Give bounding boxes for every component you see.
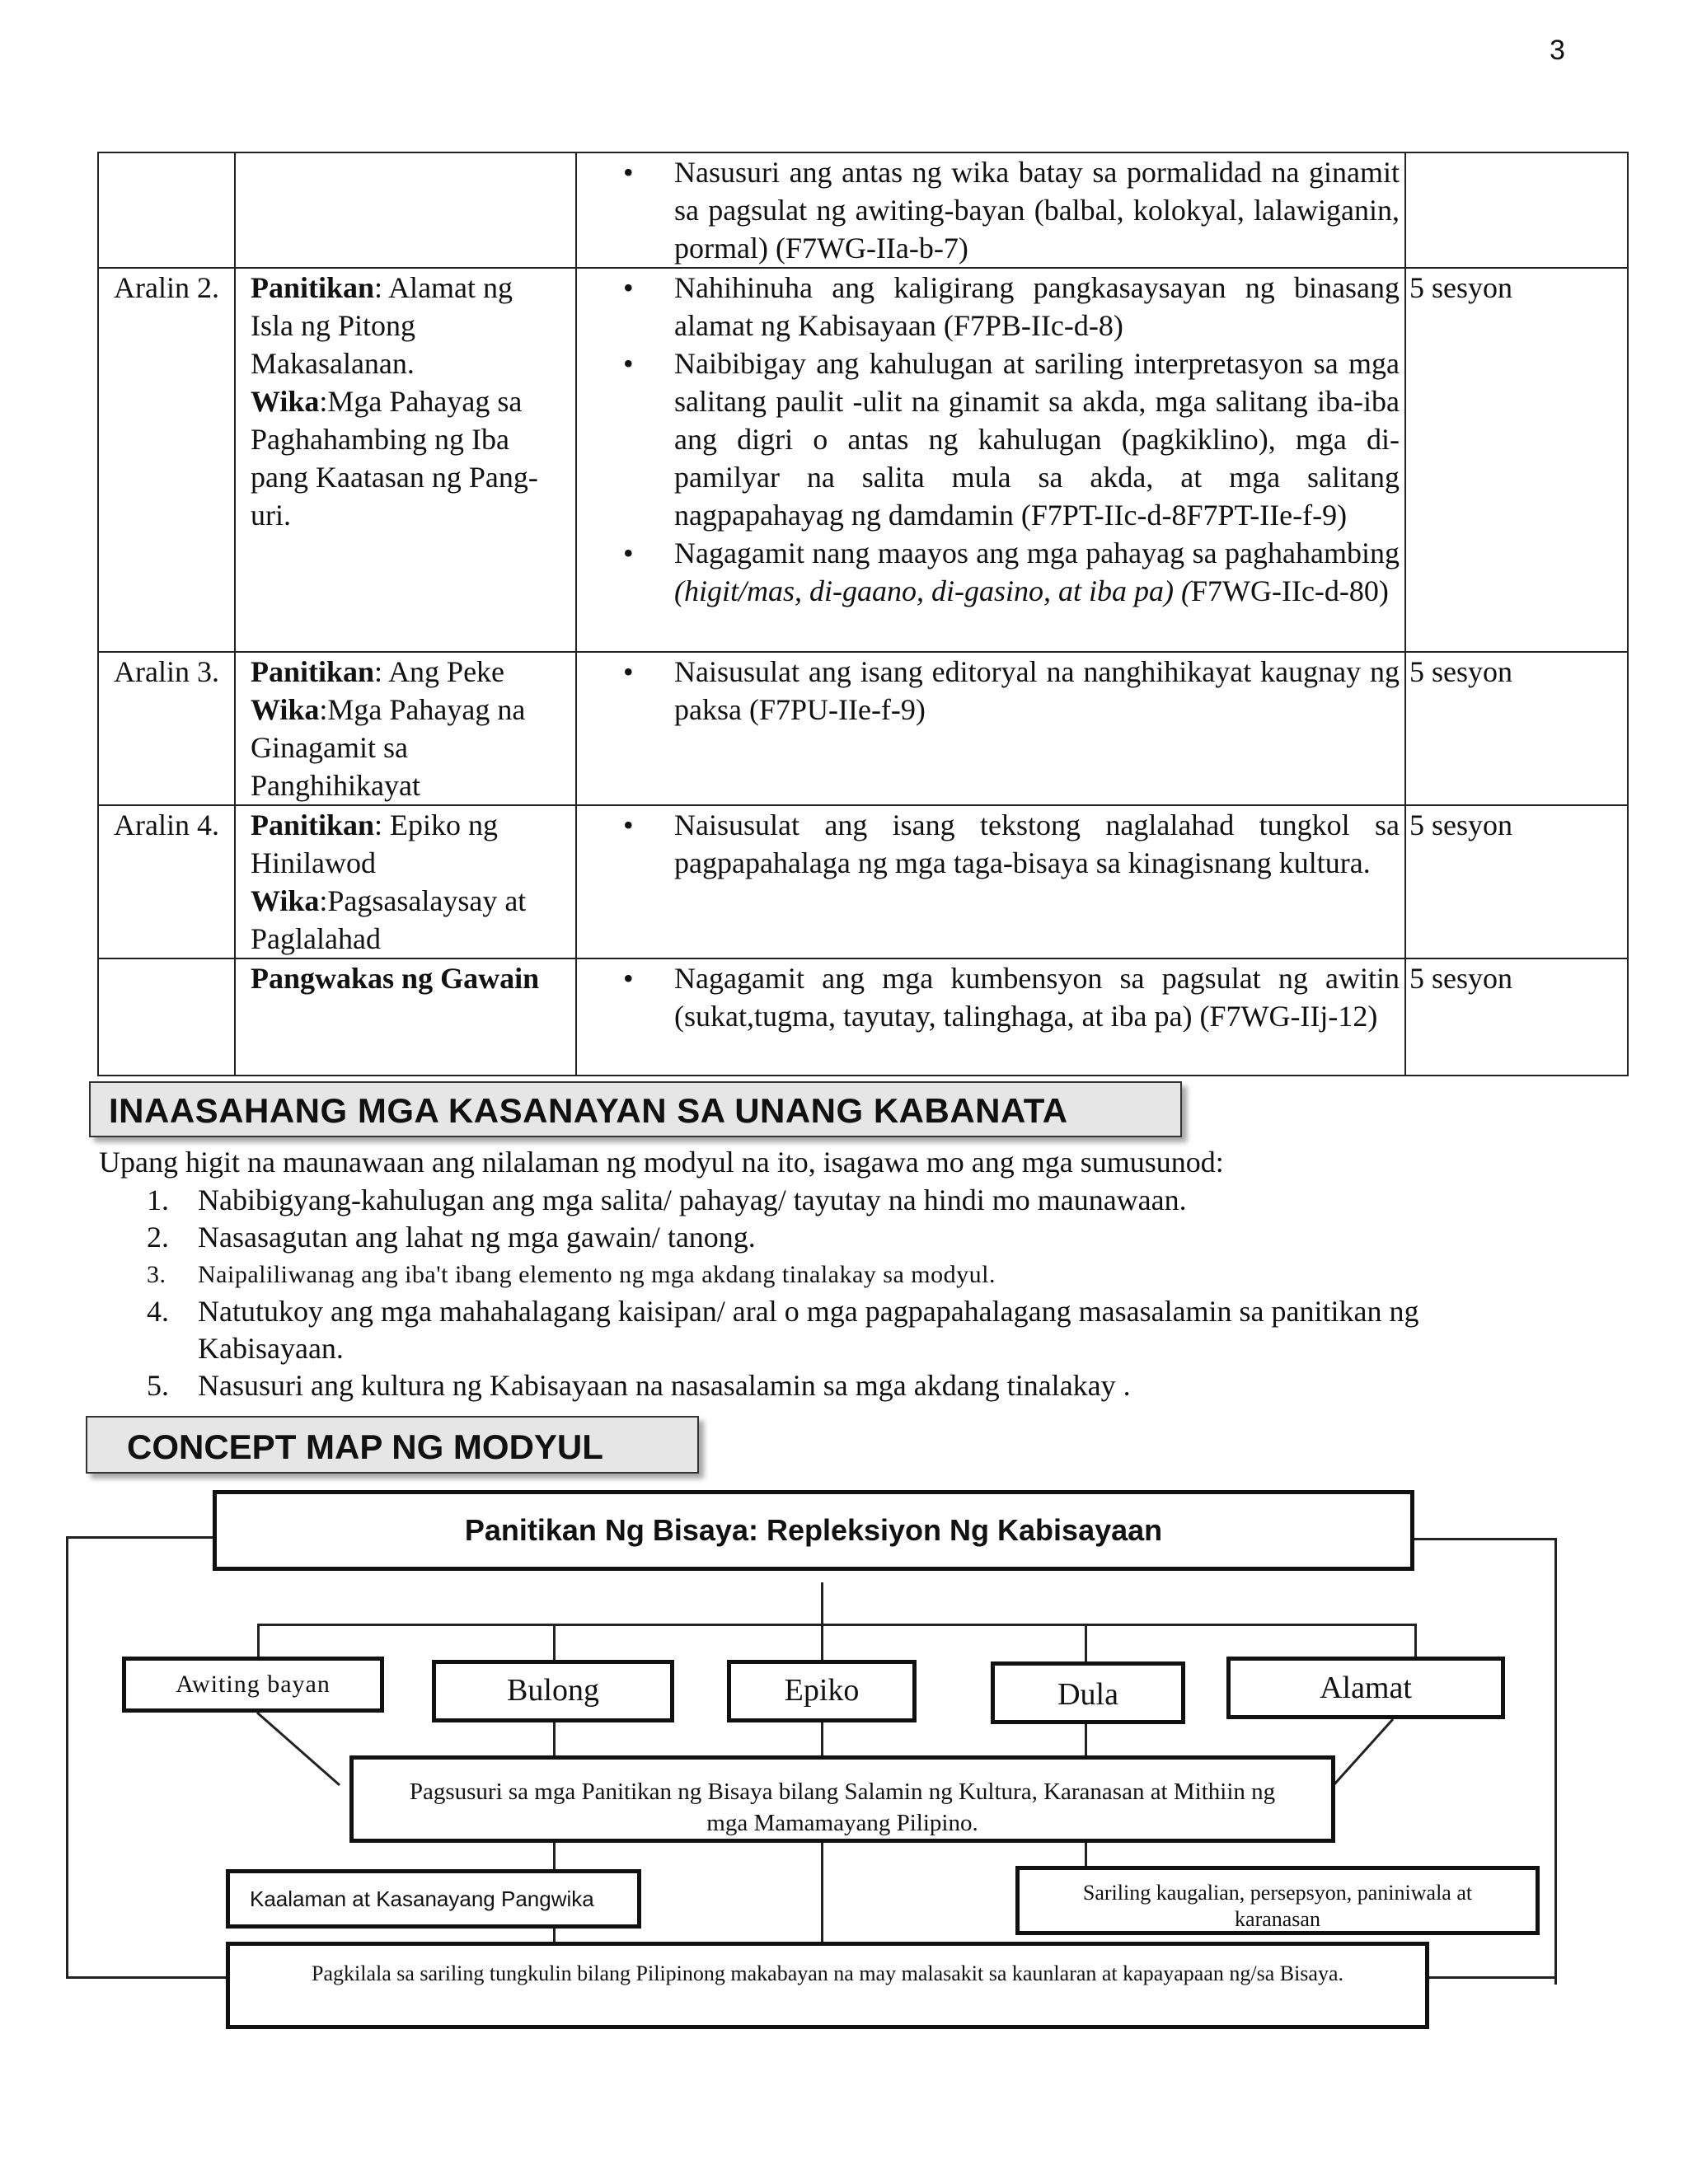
main-topic-box bbox=[213, 1490, 1414, 1571]
lesson-cell: Aralin 3. bbox=[98, 652, 235, 805]
competency-text: Nagagamit nang maayos ang mga pahayag sa paghahambing bbox=[674, 537, 1400, 569]
topic-text: : Alamat ng Isla ng Pitong Makasalanan. bbox=[251, 271, 513, 380]
competency-text: F7WG-IIc-d-80) bbox=[1190, 574, 1389, 607]
genre-box-alamat bbox=[1226, 1657, 1505, 1719]
genre-box-awiting-bayan bbox=[122, 1657, 384, 1713]
competency-italic: (higit/mas, di-gaano, di-gasino, at iba pa) ( bbox=[674, 574, 1191, 607]
item-number: 2. bbox=[147, 1221, 169, 1254]
topic-label: Pangwakas ng Gawain bbox=[251, 962, 540, 995]
genre-label: Bulong bbox=[507, 1673, 599, 1708]
genre-box-bulong bbox=[432, 1660, 674, 1722]
genre-label: Dula bbox=[1057, 1677, 1118, 1712]
competency-item: • Naisusulat ang isang tekstong naglalahad tungkol sa pagpapahalaga ng mga taga-bisaya sa kinagisnang kultura. bbox=[674, 806, 1400, 882]
topic-label: Wika bbox=[251, 693, 320, 726]
item-number: 1. bbox=[147, 1183, 169, 1216]
genre-box-dula bbox=[991, 1661, 1185, 1724]
topic-text: : Epiko ng Hinilawod bbox=[251, 808, 499, 879]
main-topic-text: Panitikan Ng Bisaya: Repleksiyon Ng Kabisayaan bbox=[464, 1513, 1163, 1547]
item-number: 5. bbox=[147, 1369, 169, 1402]
competency-item: • Nasusuri ang antas ng wika batay sa pormalidad na ginamit sa pagsulat ng awiting-bayan (balbal, kolokyal, lalawiganin, pormal) (F7WG-IIa-b-7) bbox=[674, 153, 1400, 267]
item-text: Nabibigyang-kahulugan ang mga salita/ pahayag/ tayutay na hindi mo maunawaan. bbox=[198, 1183, 1187, 1216]
analysis-box bbox=[349, 1755, 1335, 1843]
genre-label: Awiting bayan bbox=[176, 1671, 331, 1698]
topic-label: Wika bbox=[251, 884, 320, 917]
topic-label: Wika bbox=[251, 385, 320, 418]
topic-label: Panitikan bbox=[251, 808, 375, 841]
competency-item: • Naibibigay ang kahulugan at sariling interpretasyon sa mga salitang paulit -ulit na ginamit sa akda, mga salitang iba-iba ang digri o antas ng kahulugan (pagkiklino), mga di-pamilyar na salita mula sa akda, at mga salitang nagpapahayag ng damdamin (F7PT-IIc-d-8F7PT-IIe-f-9) bbox=[674, 344, 1400, 534]
item-text: Natutukoy ang mga mahahalagang kaisipan/ aral o mga pagpapahalagang masasalamin sa panitikan ng Kabisayaan. bbox=[198, 1295, 1419, 1365]
outcome-text: Sariling kaugalian, persepsyon, paniniwala at karanasan bbox=[1082, 1881, 1473, 1931]
item-number: 4. bbox=[147, 1295, 169, 1328]
outcome-box-kaugalian bbox=[1015, 1866, 1540, 1935]
competency-item: • Naisusulat ang isang editoryal na nanghihikayat kaugnay ng paksa (F7PU-IIe-f-9) bbox=[674, 653, 1400, 729]
lesson-cell: Aralin 2. bbox=[98, 268, 235, 652]
topic-text: : Ang Peke bbox=[374, 655, 505, 688]
topic-label: Panitikan bbox=[251, 655, 375, 688]
topic-text: :Pagsasalaysay at Paglalahad bbox=[251, 884, 527, 955]
item-text: Naipaliliwanag ang iba't ibang elemento ng mga akdang tinalakay sa modyul. bbox=[198, 1261, 996, 1288]
genre-label: Epiko bbox=[784, 1673, 860, 1708]
duration-cell: 5 sesyon bbox=[1405, 805, 1628, 958]
final-box bbox=[226, 1942, 1429, 2029]
item-text: Nasusuri ang kultura ng Kabisayaan na nasasalamin sa mga akdang tinalakay . bbox=[198, 1369, 1131, 1402]
outcome-text: Kaalaman at Kasanayang Pangwika bbox=[250, 1886, 594, 1911]
analysis-text: Pagsusuri sa mga Panitikan ng Bisaya bilang Salamin ng Kultura, Karanasan at Mithiin ng mga Mamamayang Pilipino. bbox=[409, 1779, 1276, 1836]
section-banner-concept-map: CONCEPT MAP NG MODYUL bbox=[86, 1416, 699, 1474]
lesson-cell: Aralin 4. bbox=[98, 805, 235, 958]
genre-label: Alamat bbox=[1320, 1671, 1412, 1705]
diagonal-line-right bbox=[1334, 1719, 1393, 1785]
section-banner-kasanayan: INAASAHANG MGA KASANAYAN SA UNANG KABANATA bbox=[89, 1081, 1182, 1137]
diagonal-line-left bbox=[257, 1713, 340, 1785]
genre-box-epiko bbox=[727, 1660, 917, 1722]
duration-cell: 5 sesyon bbox=[1405, 268, 1628, 652]
topic-text: :Mga Pahayag na Ginagamit sa Panghihikayat bbox=[251, 693, 526, 802]
competency-item: • Nagagamit ang mga kumbensyon sa pagsulat ng awitin (sukat,tugma, tayutay, talinghaga, at iba pa) (F7WG-IIj-12) bbox=[674, 959, 1400, 1035]
duration-cell: 5 sesyon bbox=[1405, 652, 1628, 805]
outcome-box-wika bbox=[226, 1869, 641, 1929]
duration-cell: 5 sesyon bbox=[1405, 958, 1628, 1076]
intro-paragraph: Upang higit na maunawaan ang nilalaman ng modyul na ito, isagawa mo ang mga sumusunod: bbox=[99, 1146, 1224, 1179]
item-number: 3. bbox=[147, 1261, 166, 1288]
item-text: Nasasagutan ang lahat ng mga gawain/ tanong. bbox=[198, 1221, 756, 1254]
topic-text: :Mga Pahayag sa Paghahambing ng Iba pang Kaatasan ng Pang-uri. bbox=[251, 385, 538, 532]
competency-item: • Nahihinuha ang kaligirang pangkasaysayan ng binasang alamat ng Kabisayaan (F7PB-IIc-d-8) bbox=[674, 269, 1400, 344]
topic-label: Panitikan bbox=[251, 271, 375, 304]
page-number: 3 bbox=[1550, 35, 1565, 66]
final-text: Pagkilala sa sariling tungkulin bilang Pilipinong makabayan na may malasakit sa kaunlaran at kapayapaan ng/sa Bisaya. bbox=[312, 1961, 1343, 1985]
